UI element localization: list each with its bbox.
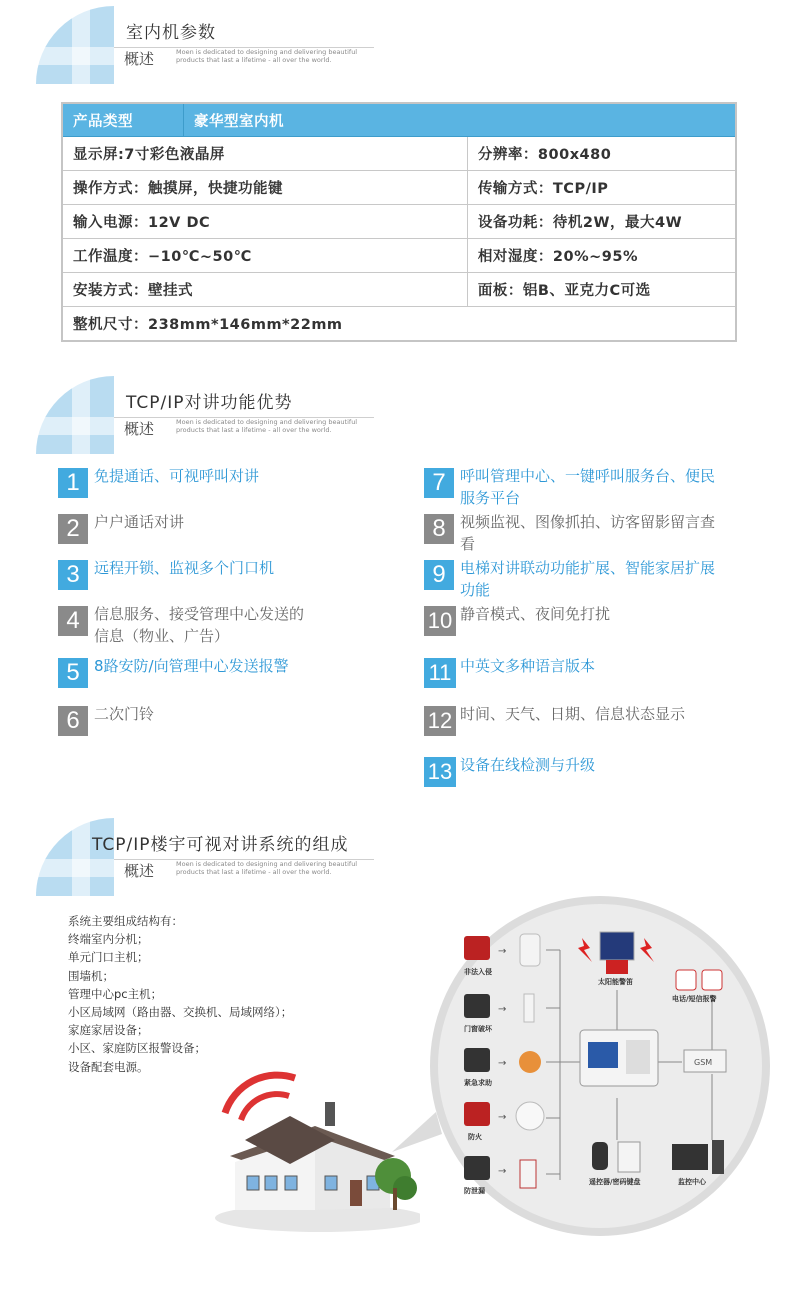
section-title: 室内机参数 — [126, 23, 216, 43]
monitor-icon — [672, 1144, 708, 1170]
feature-number: 11 — [424, 658, 456, 688]
spec-row — [62, 171, 736, 205]
spec-cell: 操作方式：触摸屏，快捷功能键 — [62, 171, 467, 205]
gas-detector-icon — [520, 1160, 536, 1188]
feature-text: 设备在线检测与升级 — [460, 756, 596, 774]
emergency-icon — [464, 1048, 490, 1072]
door-window-icon — [464, 994, 490, 1018]
feature-text: 视频监视、图像抓拍、访客留影留言查看 — [460, 513, 716, 553]
pc-tower-icon — [712, 1140, 724, 1174]
system-line: 设备配套电源。 — [68, 1059, 149, 1074]
spec-table — [61, 102, 737, 342]
spec-row — [62, 137, 736, 171]
feature-number: 13 — [424, 757, 456, 787]
wifi-signal-icon — [225, 1075, 295, 1120]
system-diagram — [392, 890, 777, 1250]
spec-row — [62, 205, 736, 239]
decor-quarter-circle-icon — [34, 816, 114, 896]
smoke-detector-icon — [516, 1102, 544, 1130]
decor-quarter-circle-icon — [34, 4, 114, 84]
feature-number: 5 — [58, 658, 88, 688]
feature-text: 时间、天气、日期、信息状态显示 — [460, 705, 686, 723]
feature-item — [424, 757, 764, 807]
section-title: TCP/IP对讲功能优势 — [126, 393, 293, 413]
alarm-label: 太阳能警笛 — [598, 978, 633, 986]
remote-icon — [592, 1142, 608, 1170]
feature-number: 7 — [424, 468, 454, 498]
section-subtitle: 概述 — [124, 862, 155, 880]
feature-item — [424, 706, 764, 756]
arrow-icon: → — [498, 1058, 507, 1069]
system-composition-list — [68, 912, 292, 1076]
feature-text: 远程开锁、监视多个门口机 — [94, 559, 275, 577]
feature-text: 电梯对讲联动功能扩展、智能家居扩展功能 — [460, 559, 716, 599]
section-subtitle: 概述 — [124, 420, 155, 438]
section-tagline: Moen is dedicated to designing and delivering beautiful products that last a lifetime - all over the world. — [176, 860, 358, 876]
spec-cell: 输入电源：12V DC — [62, 205, 467, 239]
arrow-icon: → — [498, 1112, 507, 1123]
monitor-center — [672, 1140, 724, 1174]
pir-detector-icon — [520, 934, 540, 966]
phone-label: 电话/短信报警 — [672, 995, 717, 1003]
leak-icon — [464, 1156, 490, 1180]
spec-cell: 分辨率：800x480 — [467, 137, 736, 171]
keypad-icon — [618, 1142, 640, 1172]
sms-icon — [702, 970, 722, 990]
sensor-label: 防泄漏 — [464, 1187, 485, 1195]
spec-cell: 整机尺寸：238mm*146mm*22mm — [62, 307, 736, 342]
section-tagline: Moen is dedicated to designing and delivering beautiful products that last a lifetime - all over the world. — [176, 418, 358, 434]
system-line: 围墙机； — [68, 968, 114, 983]
system-line: 小区、家庭防区报警设备； — [68, 1041, 206, 1056]
feature-number: 12 — [424, 706, 456, 736]
spec-cell: 工作温度：−10℃~50℃ — [62, 239, 467, 273]
spec-cell: 传输方式：TCP/IP — [467, 171, 736, 205]
system-line: 家庭家居设备； — [68, 1023, 149, 1038]
system-line: 单元门口主机； — [68, 950, 149, 965]
feature-text: 户户通话对讲 — [94, 513, 185, 531]
sensor-label: 非法入侵 — [464, 968, 492, 976]
house-illustration — [205, 1058, 420, 1238]
system-line: 系统主要组成结构有： — [68, 914, 183, 928]
sensor-label: 门窗破坏 — [464, 1025, 492, 1033]
spec-cell: 设备功耗：待机2W，最大4W — [467, 205, 736, 239]
monitor-label: 监控中心 — [678, 1178, 706, 1186]
section-tagline: Moen is dedicated to designing and delivering beautiful products that last a lifetime - all over the world. — [176, 48, 358, 64]
sensor-label: 紧急求助 — [464, 1079, 492, 1087]
section-header-system — [34, 816, 374, 896]
spec-cell: 显示屏:7寸彩色液晶屏 — [62, 137, 467, 171]
feature-text: 二次门铃 — [94, 705, 155, 723]
section-header-specs — [34, 4, 374, 84]
feature-number: 8 — [424, 514, 454, 544]
panic-button-icon — [519, 1051, 541, 1073]
spec-header-cell: 产品类型 — [62, 103, 184, 137]
feature-number: 2 — [58, 514, 88, 544]
system-line: 管理中心pc主机； — [68, 986, 163, 1001]
system-line: 小区局域网（路由器、交换机、局域网络）； — [68, 1005, 293, 1020]
intrusion-icon — [464, 936, 490, 960]
sensor-label: 防火 — [468, 1133, 482, 1141]
feature-item — [58, 706, 398, 756]
phone-icon — [676, 970, 696, 990]
speech-bubble-tail — [392, 1112, 442, 1152]
feature-text: 静音模式、夜间免打扰 — [460, 605, 611, 623]
section-subtitle: 概述 — [124, 50, 155, 68]
feature-item — [58, 606, 398, 656]
feature-item — [58, 658, 398, 708]
spec-cell: 安装方式：壁挂式 — [62, 273, 467, 307]
decor-quarter-circle-icon — [34, 374, 114, 454]
section-title: TCP/IP楼宇可视对讲系统的组成 — [92, 835, 349, 855]
feature-text: 8路安防/向管理中心发送报警 — [94, 657, 289, 675]
gsm-label: GSM — [694, 1058, 713, 1067]
arrow-icon: → — [498, 1004, 507, 1015]
feature-text: 呼叫管理中心、一键呼叫服务台、便民服务平台 — [460, 467, 716, 507]
feature-item — [424, 658, 764, 708]
feature-number: 4 — [58, 606, 88, 636]
fire-icon — [464, 1102, 490, 1126]
feature-text: 中英文多种语言版本 — [460, 657, 596, 675]
feature-number: 1 — [58, 468, 88, 498]
spec-cell: 相对湿度：20%~95% — [467, 239, 736, 273]
arrow-icon: → — [498, 946, 507, 957]
spec-row — [62, 273, 736, 307]
feature-item — [424, 606, 764, 656]
feature-number: 6 — [58, 706, 88, 736]
indoor-unit — [580, 1030, 658, 1086]
feature-number: 3 — [58, 560, 88, 590]
spec-row — [62, 307, 736, 342]
arrow-icon: → — [498, 1166, 507, 1177]
feature-number: 9 — [424, 560, 454, 590]
feature-text: 信息服务、接受管理中心发送的信息（物业、广告） — [94, 605, 305, 645]
system-line: 终端室内分机； — [68, 932, 149, 947]
spec-header-row — [62, 103, 736, 137]
door-sensor-icon — [524, 994, 534, 1022]
feature-text: 免提通话、可视呼叫对讲 — [94, 467, 260, 485]
spec-row — [62, 239, 736, 273]
remote-label: 遥控器/密码键盘 — [589, 1178, 641, 1186]
section-header-features — [34, 374, 374, 454]
spec-header-cell: 豪华型室内机 — [184, 103, 737, 137]
feature-number: 10 — [424, 606, 456, 636]
spec-cell: 面板：铝B、亚克力C可选 — [467, 273, 736, 307]
